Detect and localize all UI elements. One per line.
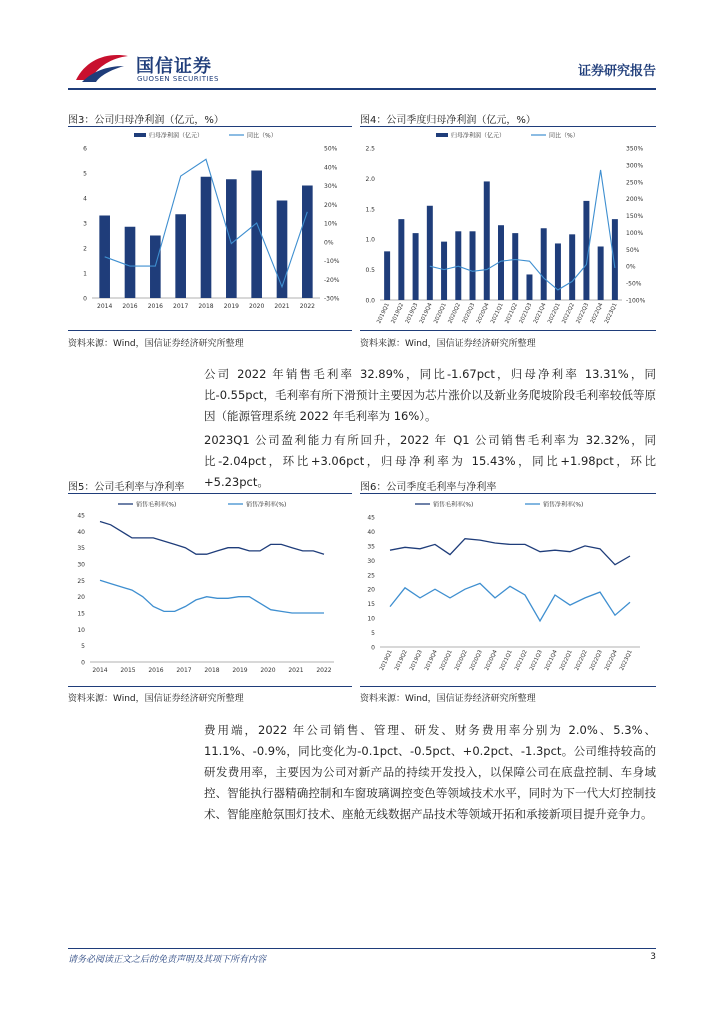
x-tick-label: 2017 [176, 667, 192, 674]
x-tick-label: 2019Q2 [390, 302, 406, 325]
right-tick-label: -20% [324, 276, 340, 284]
right-tick-label: 50% [626, 246, 640, 254]
gross-margin-line [390, 539, 630, 565]
x-tick-label: 2022Q1 [547, 302, 562, 325]
y-tick-label: 35 [77, 545, 85, 553]
fig4-chart [360, 128, 656, 328]
bar [99, 216, 110, 299]
left-tick-label: 1 [83, 270, 87, 278]
right-tick-label: 20% [324, 201, 338, 209]
fig6-source: 资料来源：Wind，国信证券经济研究所整理 [360, 694, 536, 704]
fig6-chart [360, 495, 656, 685]
y-tick-label: 40 [367, 528, 375, 536]
paragraph-q1-profitability: 2023Q1 公司盈利能力有所回升，2022 年 Q1 公司销售毛利率为 32.32%，同比-2.04pct，环比+3.06pct，归母净利率为 15.43%，同比+1.98pct，环比+5.23pct。 [204, 433, 656, 489]
legend-bar-label: 归母净利润（亿元） [149, 132, 204, 140]
x-tick-label: 2020Q2 [454, 649, 469, 672]
y-tick-label: 25 [367, 572, 375, 580]
x-tick-label: 2022 [316, 667, 332, 674]
x-tick-label: 2015 [120, 667, 136, 674]
x-tick-label: 2019Q1 [379, 649, 394, 672]
x-tick-label: 2020Q3 [469, 649, 484, 672]
company-name-cn: 国信证券 [136, 56, 212, 77]
x-tick-label: 2019 [232, 667, 248, 674]
x-tick-label: 2021Q3 [518, 302, 534, 325]
y-tick-label: 10 [77, 626, 85, 634]
paragraph-margin-profit: 公司 2022 年销售毛利率 32.89%，同比-1.67pct，归母净利率 13.31%，同比-0.55pct，毛利率有所下滑预计主要因为芯片涨价以及新业务爬坡阶段毛利率较低等原因（能源管理系统 2022 年毛利率为 16%）。 [204, 367, 656, 423]
footer-divider [68, 948, 656, 949]
legend-label: 销售净利率(%) [543, 501, 584, 509]
bar [441, 242, 447, 300]
right-tick-label: 150% [626, 213, 644, 221]
right-tick-label: 10% [324, 220, 338, 228]
x-tick-label: 2022Q2 [574, 649, 589, 672]
bar [526, 274, 532, 300]
bar [384, 251, 390, 300]
x-tick-label: 2020Q4 [484, 649, 499, 672]
x-tick-label: 2020 [260, 667, 276, 674]
legend-line-label: 同比（%） [247, 132, 277, 140]
x-tick-label: 2019Q1 [376, 302, 391, 325]
x-tick-label: 2018 [198, 303, 214, 310]
x-tick-label: 2021Q2 [504, 302, 520, 325]
fig5-source: 资料来源：Wind，国信证券经济研究所整理 [68, 694, 244, 704]
bar [302, 186, 313, 299]
left-tick-label: 2 [83, 245, 87, 253]
bar [555, 243, 561, 300]
bar [226, 179, 237, 298]
x-tick-label: 2014 [97, 303, 113, 310]
x-tick-label: 2018 [204, 667, 220, 674]
x-tick-label: 2016 [147, 303, 163, 310]
guosen-logo-icon [72, 50, 132, 86]
x-tick-label: 2020Q1 [433, 302, 448, 325]
fig5-title-rule [68, 493, 352, 494]
fig5-bottom-rule [68, 686, 352, 687]
left-tick-label: 2.5 [365, 145, 375, 153]
y-tick-label: 30 [367, 557, 375, 565]
x-tick-label: 2019Q3 [409, 649, 424, 672]
bar [569, 234, 575, 300]
fig4-bottom-rule [360, 330, 656, 331]
x-tick-label: 2014 [92, 667, 108, 674]
left-tick-label: 0.0 [365, 297, 375, 305]
footer-disclaimer: 请务必阅读正文之后的免责声明及其项下所有内容 [68, 955, 267, 965]
fig6-title: 图6：公司季度毛利率与净利率 [360, 482, 497, 493]
x-tick-label: 2019Q4 [424, 649, 439, 672]
right-tick-label: -30% [324, 295, 340, 303]
left-tick-label: 2.0 [365, 175, 375, 183]
left-tick-label: 1.0 [365, 236, 375, 244]
right-tick-label: 250% [626, 179, 644, 187]
x-tick-label: 2020 [249, 303, 265, 310]
right-tick-label: 0% [626, 263, 636, 271]
x-tick-label: 2020Q2 [447, 302, 463, 325]
right-tick-label: -100% [626, 297, 646, 305]
x-tick-label: 2021 [274, 303, 290, 310]
y-tick-label: 0 [371, 644, 375, 652]
right-tick-label: 40% [324, 164, 338, 172]
legend-label: 销售净利率(%) [246, 501, 287, 509]
x-tick-label: 2019Q2 [394, 649, 409, 672]
y-tick-label: 20 [77, 594, 85, 602]
right-tick-label: 300% [626, 162, 644, 170]
x-tick-label: 2016 [122, 303, 138, 310]
bar [413, 233, 419, 300]
header-divider [68, 88, 656, 90]
bar [541, 228, 547, 300]
bar [612, 219, 618, 300]
gross-margin-line [100, 522, 324, 555]
y-tick-label: 5 [371, 630, 375, 638]
x-tick-label: 2021Q2 [514, 649, 529, 672]
bar [427, 206, 433, 300]
left-tick-label: 0 [83, 295, 87, 303]
bar [484, 181, 490, 300]
right-tick-label: 30% [324, 183, 338, 190]
x-tick-label: 2022Q4 [604, 649, 619, 672]
x-tick-label: 2019Q3 [404, 302, 420, 325]
x-tick-label: 2020Q4 [475, 302, 491, 325]
fig3-title: 图3：公司归母净利润（亿元，%） [68, 115, 224, 126]
left-tick-label: 1.5 [365, 206, 375, 214]
x-tick-label: 2016 [148, 667, 164, 674]
legend-label: 销售毛利率(%) [433, 501, 474, 509]
y-tick-label: 35 [367, 543, 375, 551]
x-tick-label: 2021 [288, 667, 304, 674]
right-tick-label: 50% [324, 145, 338, 153]
left-tick-label: 5 [83, 170, 87, 178]
fig5-title: 图5：公司毛利率与净利率 [68, 482, 185, 493]
fig4-source: 资料来源：Wind，国信证券经济研究所整理 [360, 339, 536, 349]
fig6-title-rule [360, 493, 656, 494]
x-tick-label: 2022Q1 [559, 649, 574, 672]
fig5-chart [68, 495, 352, 685]
legend-label: 销售毛利率(%) [136, 501, 177, 509]
x-tick-label: 2022Q3 [589, 649, 604, 672]
legend-bar-swatch [134, 133, 146, 137]
x-tick-label: 2019Q4 [418, 302, 434, 325]
legend-line-label: 同比（%） [549, 132, 579, 140]
right-tick-label: -10% [324, 258, 340, 265]
bar [150, 236, 161, 299]
right-tick-label: 100% [626, 229, 644, 237]
x-tick-label: 2021Q4 [544, 649, 559, 672]
bar [277, 201, 288, 299]
y-tick-label: 10 [367, 615, 375, 623]
y-tick-label: 45 [367, 514, 375, 522]
bar [251, 171, 262, 299]
x-tick-label: 2020Q3 [461, 302, 477, 325]
y-tick-label: 30 [77, 561, 85, 569]
legend-bar-swatch [436, 133, 448, 137]
left-tick-label: 4 [83, 195, 87, 203]
fig3-title-rule [68, 126, 352, 127]
net-margin-line [100, 580, 324, 613]
left-tick-label: 6 [83, 145, 87, 153]
x-tick-label: 2022Q4 [589, 302, 605, 325]
bar [398, 219, 404, 300]
bar [201, 177, 212, 298]
bar [125, 227, 136, 298]
x-tick-label: 2021Q3 [529, 649, 544, 672]
fig3-chart [68, 128, 352, 328]
y-tick-label: 45 [77, 512, 85, 520]
y-tick-label: 20 [367, 586, 375, 594]
x-tick-label: 2021Q4 [532, 302, 548, 325]
fig4-title: 图4：公司季度归母净利润（亿元，%） [360, 115, 536, 126]
x-tick-label: 2017 [173, 303, 189, 310]
x-tick-label: 2022Q3 [575, 302, 591, 325]
fig6-bottom-rule [360, 686, 656, 687]
x-tick-label: 2022 [299, 303, 315, 310]
x-tick-label: 2019 [223, 303, 239, 310]
paragraph-expense-ratio: 费用端，2022 年公司销售、管理、研发、财务费用率分别为 2.0%、5.3%、11.1%、-0.9%，同比变化为-0.1pct、-0.5pct、+0.2pct、-1.3pct。公司维持较高的研发费用率，主要因为公司对新产品的持续开发投入，以保障公司在底盘控制、车身域控、智能执行器精确控制和车窗玻璃调控变色等领域技术水平，同时为下一代大灯控制技术、智能座舱氛围灯技术、座舱无线数据产品技术等领域开拓和承接新项目提升竞争力。 [204, 723, 656, 821]
right-tick-label: 200% [626, 196, 644, 204]
x-tick-label: 2021Q1 [499, 649, 514, 672]
x-tick-label: 2023Q1 [604, 302, 619, 325]
bar [470, 231, 476, 300]
y-tick-label: 15 [367, 601, 375, 609]
report-type: 证券研究报告 [577, 64, 656, 79]
y-tick-label: 25 [77, 577, 85, 585]
fig4-title-rule [360, 126, 656, 127]
y-tick-label: 40 [77, 528, 85, 536]
page-number: 3 [650, 952, 656, 962]
x-tick-label: 2020Q1 [439, 649, 454, 672]
right-tick-label: 0% [324, 239, 334, 247]
left-tick-label: 0.5 [365, 267, 375, 275]
legend-bar-label: 归母净利润（亿元） [451, 132, 506, 140]
y-tick-label: 5 [81, 643, 85, 651]
right-tick-label: 350% [626, 145, 644, 153]
x-tick-label: 2023Q1 [619, 649, 634, 672]
left-tick-label: 3 [83, 220, 87, 228]
bar [175, 214, 186, 298]
bar [598, 246, 604, 300]
bar [512, 233, 518, 300]
right-tick-label: -50% [626, 280, 642, 288]
x-tick-label: 2021Q1 [490, 302, 505, 325]
y-tick-label: 0 [81, 659, 85, 667]
fig3-bottom-rule [68, 330, 352, 331]
y-tick-label: 15 [77, 610, 85, 618]
net-margin-line [390, 583, 630, 621]
x-tick-label: 2022Q2 [561, 302, 576, 325]
fig3-source: 资料来源：Wind，国信证券经济研究所整理 [68, 339, 244, 349]
company-name-en: GUOSEN SECURITIES [137, 75, 219, 83]
